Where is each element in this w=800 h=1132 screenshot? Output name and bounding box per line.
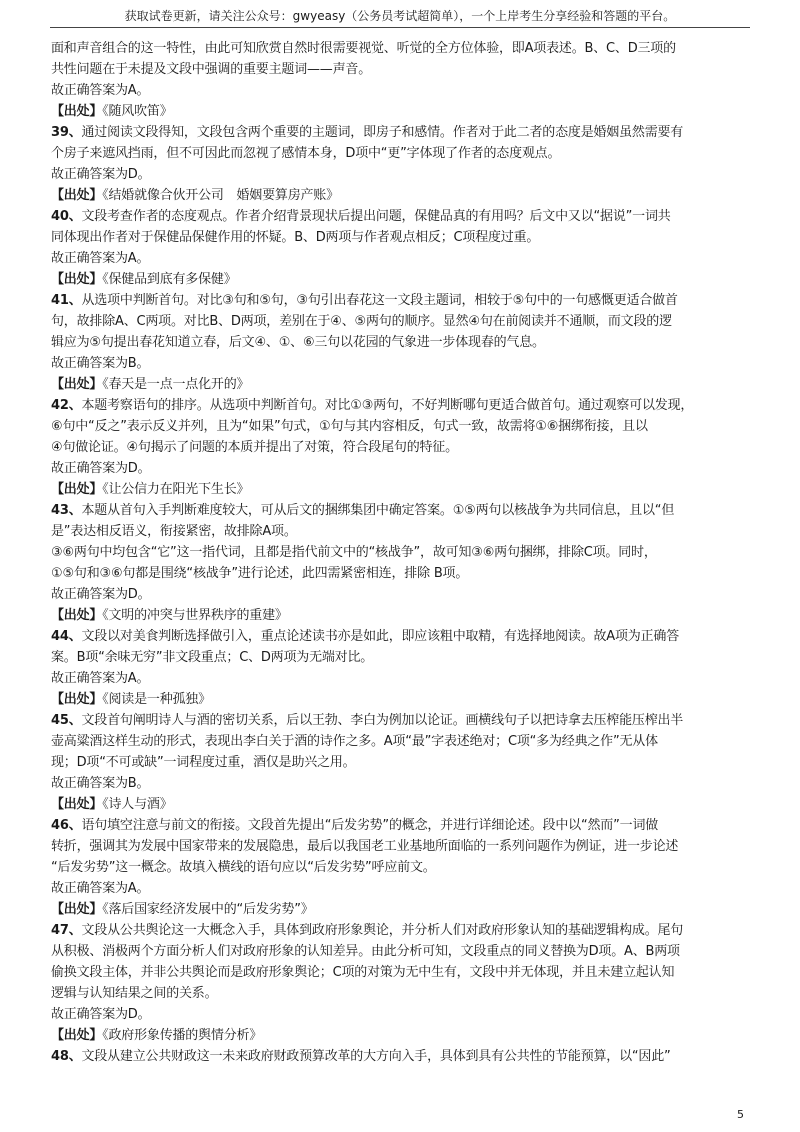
source-title: 《结婚就像合伙开公司 婚姻要算房产账》 bbox=[102, 188, 339, 203]
question-47 bbox=[51, 920, 755, 1046]
source-title: 《让公信力在阳光下生长》 bbox=[102, 482, 250, 497]
explanation-line: 44、文段以对美食判断选择做引入，重点论述读书亦是如此，即应该粗中取精，有选择地阅读。故A项为正确答 bbox=[51, 629, 679, 644]
source-label: 【出处】 bbox=[51, 482, 103, 497]
intro-block bbox=[51, 38, 755, 122]
source-title: 《春天是一点一点化开的》 bbox=[102, 377, 250, 392]
explanation-line: 40、文段考查作者的态度观点。作者介绍背景现状后提出问题，保健品真的有用吗？后文中又以“据说”一词共 bbox=[51, 209, 671, 224]
explanation-line: 同体现出作者对于保健品保健作用的怀疑。B、D两项与作者观点相反；C项程度过重。 bbox=[51, 230, 540, 245]
explanation-line: 是”表达相反语义，衔接紧密，故排除A项。 bbox=[51, 524, 297, 539]
answer-line: 故正确答案为D。 bbox=[51, 461, 151, 476]
source-line bbox=[51, 1025, 755, 1046]
source-title: 《政府形象传播的舆情分析》 bbox=[102, 1028, 263, 1043]
question-39 bbox=[51, 122, 755, 206]
explanation-line: 偷换文段主体，并非公共舆论而是政府形象舆论；C项的对策为无中生有，文段中并无体现，并且未建立起认知 bbox=[51, 965, 675, 980]
question-number: 41、 bbox=[51, 293, 82, 308]
source-line bbox=[51, 101, 755, 122]
explanation-line: 句，故排除A、C两项。对比B、D两项，差别在于④、⑤两句的顺序。显然④句在前阅读并不通顺，而文段的逻 bbox=[51, 314, 672, 329]
source-label: 【出处】 bbox=[51, 902, 103, 917]
question-45 bbox=[51, 710, 755, 815]
explanation-line: 43、本题从首句入手判断难度较大，可从后文的捆绑集团中确定答案。①⑤两句以核战争为共同信息，且以“但 bbox=[51, 503, 675, 518]
question-number: 39、 bbox=[51, 125, 82, 140]
source-title: 《落后国家经济发展中的“后发劣势”》 bbox=[102, 902, 314, 917]
answer-line: 故正确答案为D。 bbox=[51, 1007, 151, 1022]
question-42 bbox=[51, 395, 755, 500]
question-41 bbox=[51, 290, 755, 395]
answer-line: 故正确答案为A。 bbox=[51, 83, 150, 98]
explanation-line: “后发劣势”这一概念。故填入横线的语句应以“后发劣势”呼应前文。 bbox=[51, 860, 436, 875]
question-40 bbox=[51, 206, 755, 290]
explanation-line: 转折，强调其为发展中国家带来的发展隐患，最后以我国老工业基地所面临的一系列问题作为例证，进一步论述 bbox=[51, 839, 679, 854]
answer-line: 故正确答案为D。 bbox=[51, 587, 151, 602]
page-number: 5 bbox=[737, 1108, 744, 1121]
source-label: 【出处】 bbox=[51, 692, 103, 707]
source-label: 【出处】 bbox=[51, 104, 103, 119]
explanation-line: 45、文段首句阐明诗人与酒的密切关系，后以王勃、李白为例加以论证。画横线句子以把诗拿去压榨能压榨出半 bbox=[51, 713, 684, 728]
explanation-line: 案。B项“余味无穷”非文段重点；C、D两项为无端对比。 bbox=[51, 650, 374, 665]
answer-line: 故正确答案为B。 bbox=[51, 356, 150, 371]
explanation-line: 壶高粱酒这样生动的形式，表现出李白关于酒的诗作之多。A项“最”字表述绝对；C项“多为经典之作”无从体 bbox=[51, 734, 658, 749]
source-line bbox=[51, 185, 755, 206]
explanation-line: 48、文段从建立公共财政这一未来政府财政预算改革的大方向入手，具体到具有公共性的节能预算，以“因此” bbox=[51, 1049, 671, 1064]
intro-line: 面和声音组合的这一特性，由此可知欣赏自然时很需要视觉、听觉的全方位体验，即A项表述。B、C、D三项的 bbox=[51, 41, 676, 56]
question-44 bbox=[51, 626, 755, 710]
source-label: 【出处】 bbox=[51, 188, 103, 203]
answer-line: 故正确答案为A。 bbox=[51, 251, 150, 266]
question-number: 46、 bbox=[51, 818, 82, 833]
explanation-line: ④句做论证。④句揭示了问题的本质并提出了对策，符合段尾句的特征。 bbox=[51, 440, 458, 455]
source-title: 《随风吹笛》 bbox=[102, 104, 173, 119]
explanation-line: 41、从选项中判断首句。对比③句和⑤句，③句引出春花这一文段主题词，相较于⑤句中的一句感慨更适合做首 bbox=[51, 293, 678, 308]
question-48 bbox=[51, 1046, 755, 1067]
explanation-line: 逻辑与认知结果之间的关系。 bbox=[51, 986, 218, 1001]
source-title: 《诗人与酒》 bbox=[102, 797, 173, 812]
source-title: 《文明的冲突与世界秩序的重建》 bbox=[102, 608, 288, 623]
question-number: 44、 bbox=[51, 629, 82, 644]
question-number: 48、 bbox=[51, 1049, 82, 1064]
answer-line: 故正确答案为D。 bbox=[51, 167, 151, 182]
question-46 bbox=[51, 815, 755, 920]
explanation-line: 47、文段从公共舆论这一大概念入手，具体到政府形象舆论，并分析人们对政府形象认知的基础逻辑构成。尾句 bbox=[51, 923, 684, 938]
source-label: 【出处】 bbox=[51, 272, 103, 287]
explanation-line: 辑应为⑤句提出春花知道立春，后文④、①、⑥三句以花园的气象进一步体现春的气息。 bbox=[51, 335, 545, 350]
source-label: 【出处】 bbox=[51, 377, 103, 392]
source-line bbox=[51, 689, 755, 710]
page-header bbox=[50, 6, 750, 28]
explanation-line: 现；D项“不可或缺”一词程度过重，酒仅是助兴之用。 bbox=[51, 755, 356, 770]
answer-line: 故正确答案为A。 bbox=[51, 671, 150, 686]
explanation-line: ③⑥两句中均包含“它”这一指代词，且都是指代前文中的“核战争”，故可知③⑥两句捆绑，排除C项。同时， bbox=[51, 545, 657, 560]
source-line bbox=[51, 479, 755, 500]
source-label: 【出处】 bbox=[51, 608, 103, 623]
explanation-line: ⑥句中“反之”表示反义并列，且为“如果”句式，①句与其内容相反，句式一致，故需将①⑥捆绑衔接，且以 bbox=[51, 419, 648, 434]
question-number: 43、 bbox=[51, 503, 82, 518]
question-number: 47、 bbox=[51, 923, 82, 938]
header-text: 获取试卷更新，请关注公众号：gwyeasy（公务员考试超简单），一个上岸考生分享经验和答题的平台。 bbox=[124, 9, 676, 23]
source-line bbox=[51, 794, 755, 815]
answer-line: 故正确答案为B。 bbox=[51, 776, 150, 791]
question-number: 42、 bbox=[51, 398, 82, 413]
source-line bbox=[51, 605, 755, 626]
source-label: 【出处】 bbox=[51, 1028, 103, 1043]
source-line bbox=[51, 899, 755, 920]
answer-line: 故正确答案为A。 bbox=[51, 881, 150, 896]
explanation-line: 从积极、消极两个方面分析人们对政府形象的认知差异。由此分析可知，文段重点的同义替换为D项。A、B两项 bbox=[51, 944, 680, 959]
explanation-line: 46、语句填空注意与前文的衔接。文段首先提出“后发劣势”的概念，并进行详细论述。段中以“然而”一词做 bbox=[51, 818, 659, 833]
question-43 bbox=[51, 500, 755, 626]
source-title: 《保健品到底有多保健》 bbox=[102, 272, 237, 287]
source-label: 【出处】 bbox=[51, 797, 103, 812]
page-content bbox=[51, 38, 755, 1067]
source-title: 《阅读是一种孤独》 bbox=[102, 692, 211, 707]
source-line bbox=[51, 269, 755, 290]
question-number: 40、 bbox=[51, 209, 82, 224]
question-number: 45、 bbox=[51, 713, 82, 728]
explanation-line: 个房子来遮风挡雨，但不可因此而忽视了感情本身，D项中“更”字体现了作者的态度观点。 bbox=[51, 146, 561, 161]
explanation-line: 39、通过阅读文段得知，文段包含两个重要的主题词，即房子和感情。作者对于此二者的态度是婚姻虽然需要有 bbox=[51, 125, 684, 140]
intro-line: 共性问题在于未提及文段中强调的重要主题词——声音。 bbox=[51, 62, 372, 77]
source-line bbox=[51, 374, 755, 395]
explanation-line: ①⑤句和③⑥句都是围绕“核战争”进行论述，此四需紧密相连，排除 B项。 bbox=[51, 566, 469, 581]
explanation-line: 42、本题考察语句的排序。从选项中判断首句。对比①③两句，不好判断哪句更适合做首句。通过观察可以发现， bbox=[51, 398, 694, 413]
